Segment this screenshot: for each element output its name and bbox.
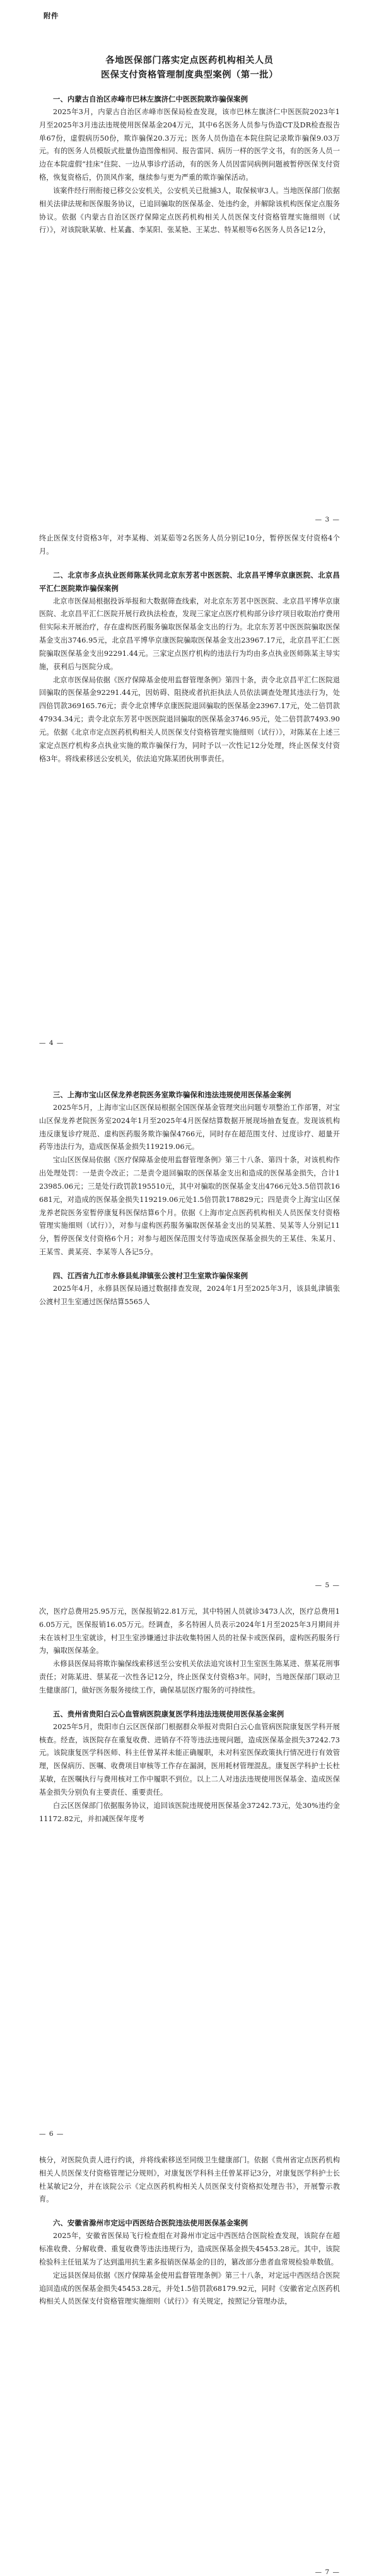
case-4-paragraph-2: 永修县医保局将欺诈骗保线索移送至公安机关依法追究该村卫生室医生陈某进、蔡某花刑事责任；对陈某进、蔡某花一次性各记12分，终止医保支付资格3年。同时，当地医保部门联动卫生健康部门，做好医务服务接续工作，确保基层医疗服务的可持续性。 (39, 1660, 340, 1694)
case-heading-6: 六、安徽省滁州市定远中西医结合医院违法使用医保基金案例 (53, 2219, 248, 2228)
case-heading-1: 一、内蒙古自治区赤峰市巴林左旗济仁中医医院欺诈骗保案例 (53, 95, 248, 103)
case-6-paragraph-1: 2025年，安徽省医保局飞行检查组在对滁州市定远中西医结合医院检查发现，该院存在超标准收费、分解收费、重复收费等违法违规行为，造成医保基金损失45453.28元。其中，该院检验科主任钮某为了达到滥用抗生素多报销医保基金的目的，篡改部分患者血常规检验单数值。 (39, 2232, 340, 2266)
case-5-paragraph-1: 2025年5月，贵阳市白云区医保部门根据群众举报对贵阳白云心血管病医院康复医学科开展核查。经查，该医院存在重复收费、进销存不符等违法违规问题，造成医保基金损失37242.73元。该院康复医学科医师、科主任曾某祥未能正确履职，未对科室医保政策执行情况进行有效管理，医保病历、医嘱、收费项目审核等工作存在漏洞，医用耗材管理混乱。康复医学科护士长杜某敏，在医嘱执行与费用核对工作中履职不到位。以上二人对违法违规使用医保基金、造成医保基金损失分别负有主要责任、重要责任。 (39, 1722, 340, 1797)
case-heading-4: 四、江西省九江市永修县虬津镇张公渡村卫生室欺诈骗保案例 (53, 1271, 248, 1280)
page-title-line-1: 各地医保部门落实定点医药机构相关人员 (105, 55, 274, 66)
case-3-paragraph-2: 宝山区医保局依据《医疗保障基金使用监督管理条例》第三十八条、第四十条，对该机构作出处理处罚：一是责令改正；二是责令退回骗取的医保基金支出和造成的医保基金损失，合计123985.06元；三是处行政罚款195510元，其中对骗取的医保基金支出4766元处3.5倍罚款16681元，对造成的医保基金损失119219.06元处1.5倍罚款178829元；四是责令上海宝山区保龙养老院医务室暂停康复科医保结算6个月。依据《上海市定点医药机构相关人员医保支付资格管理实施细则（试行）》，对参与虚构医药服务骗取医保基金支出的吴某胜、吴某等人分别记11分，暂停医保支付资格6个月；对参与超医保范围支付等造成医保基金损失的王某佳、朱某月、王某雪、黄某亮、李某等人各记5分。 (39, 1156, 340, 1257)
page-number-4: — 4 — (39, 1039, 64, 1047)
case-heading-5: 五、贵州省贵阳白云心血管病医院康复医学科违法违规使用医保基金案例 (53, 1710, 284, 1718)
page-number-5: — 5 — (315, 1582, 340, 1589)
case-5-paragraph-2-part-1: 白云区医保部门依据服务协议，追回该医院违规使用医保基金37242.73元，处30%违约金11172.82元，并扣减医保年度考 (39, 1801, 340, 1823)
case-2-paragraph-2: 北京市医保局依据《医疗保障基金使用监督管理条例》第四十条，责令北京昌平汇仁医院退回骗取的医保基金92291.44元，因妨碍、阻挠或者抗拒执法人员依法调查处理其违法行为，处四倍罚款369165.76元；责令北京博华京康医院退回骗取的医保基金23967.17元，处二倍罚款47934.34元；责令北京东芳茗中医医院退回骗取的医保基金3746.95元，处二倍罚款7493.90元。依据《北京市定点医药机构相关人员医保支付资格管理实施细则（试行）》，对陈某在上述三家定点医疗机构多点执业实施的欺诈骗保行为，同时予以一次性记12分处理，终止医保支付资格3年。将线索移送公安机关，依法追究陈某团伙刑事责任。 (39, 675, 340, 763)
page-title-line-2: 医保支付资格管理制度典型案例（第一批） (101, 69, 278, 80)
case-4-paragraph-1-part-2: 次，医疗总费用25.95万元，医保报销22.81万元，其中特困人员就诊3473人次，医疗总费用16.05万元，医保报销16.05万元。经调查，多名特困人员表示2024年1月至2025年3月期间并未在该村卫生室就诊，村卫生室涉嫌通过非法收集特困人员的社保卡或医保码，虚构医药服务行为，骗取医保基金。 (39, 1607, 340, 1655)
page-title (39, 54, 340, 83)
case-heading-2: 二、北京市多点执业医师陈某伙同北京东芳茗中医医院、北京昌平博华京康医院、北京昌平汇仁医院欺诈骗保案例 (39, 571, 340, 593)
document-page-3 (0, 0, 379, 523)
case-4-paragraph-1-part-1: 2025年4月，永修县医保局通过数据排查发现，2024年1月至2025年3月，该县虬津镇张公渡村卫生室通过医保结算5565人 (39, 1284, 340, 1306)
document-page-7 (0, 2138, 379, 2576)
attachment-label: 附件 (44, 11, 59, 20)
case-3-paragraph-1: 2025年5月，上海市宝山区医保局根据全国医保基金管理突出问题专项整治工作部署，对宝山区保龙养老院医务室2024年1月至2025年4月医保结算数据开展现场抽查复查。发现该机构违反康复诊疗规范、虚构医药服务欺诈骗保4766元，同时存在超范围支付、过度诊疗、超量开药等违法行为，造成医保基金损失119219.06元。 (39, 1104, 340, 1151)
page-number-6: — 6 — (39, 2130, 64, 2138)
document-page-4 (0, 523, 379, 1047)
document-page-6 (0, 1589, 379, 2138)
case-1-paragraph-1: 2025年3月，内蒙古自治区赤峰市医保局检查发现，该市巴林左旗济仁中医医院2023年1月至2025年3月违法违规使用医保基金204万元，其中6名医务人员参与伪造CT及DR检查报告单67份，虚假病历50份，欺诈骗保20.3万元；医务人员伪造在本院住院记录欺诈骗保9.03万元。有的医务人员模版式批量伪造图像相同、报告雷同、病历一样的医学文书，有的医务人员一边在本院虚假“挂床”住院、一边从事诊疗活动，有的医务人员因雷同病例问题被暂停医保支付资格，恢复资格后，仍顶风作案，继续参与更为严重的欺诈骗保活动。 (39, 107, 340, 182)
document-page-5 (0, 1047, 379, 1589)
page-number-7: — 7 — (315, 2568, 340, 2576)
case-6-paragraph-2: 定远县医保局依据《医疗保障基金使用监督管理条例》第三十八条，对定远中西医结合医院追回造成的医保基金损失45453.28元，并处1.5倍罚款68179.92元，同时《安徽省定点医药机构相关人员医保支付资格管理实施细则（试行）》有关规定，按照记分管理办法， (39, 2271, 340, 2306)
case-1-paragraph-2-part-2: 终止医保支付资格3年，对李某梅、刘某茹等2名医务人员分别记10分，暂停医保支付资格4个月。 (39, 534, 340, 556)
case-2-paragraph-1: 北京市医保局根据投诉举报和大数据筛查线索，对北京东芳茗中医医院、北京昌平博华京康医院、北京昌平汇仁医院开展行政执法检查，发现三家定点医疗机构部分诊疗项目收取治疗费用但实际未开展治疗，存在虚构医药服务骗取医保基金支出的行为。北京东芳茗中医医院骗取医保基金支出3746.95元，北京昌平博华京康医院骗取医保基金支出23967.17元，北京昌平汇仁医院骗取医保基金支出92291.44元。三家定点医疗机构的违法行为均由多点执业医师陈某主导实施，获利后与医院分成。 (39, 597, 340, 671)
case-5-paragraph-2-part-2: 核分，对医院负责人进行约谈，并将线索移送至同级卫生健康部门。依据《贵州省定点医药机构相关人员医保支付资格管理记分规则》，对康复医学科科主任曾某祥记3分，对康复医学科护士长杜某敏记2分，并在该院公示《定点医药机构相关人员医保支付资格拟处理告书》，开展警示教育。 (39, 2156, 340, 2204)
case-heading-3: 三、上海市宝山区保龙养老院医务室欺诈骗保和违法违规使用医保基金案例 (53, 1091, 291, 1099)
case-1-paragraph-2-part-1: 该案件经行刑衔接已移交公安机关，公安机关已批捕3人，取保候审3人。当地医保部门依据相关法律法规和医保服务协议，已追回骗取的医保基金、处违约金，并解除该机构医保定点服务协议。依据《内蒙古自治区医疗保障定点医药机构相关人员医保支付资格管理实施细则（试行）》，对该院耿某敏、杜某鑫、李某阳、张某艳、王某忠、特某根等6名医务人员各记12分， (39, 186, 340, 235)
page-number-3: — 3 — (315, 516, 340, 523)
